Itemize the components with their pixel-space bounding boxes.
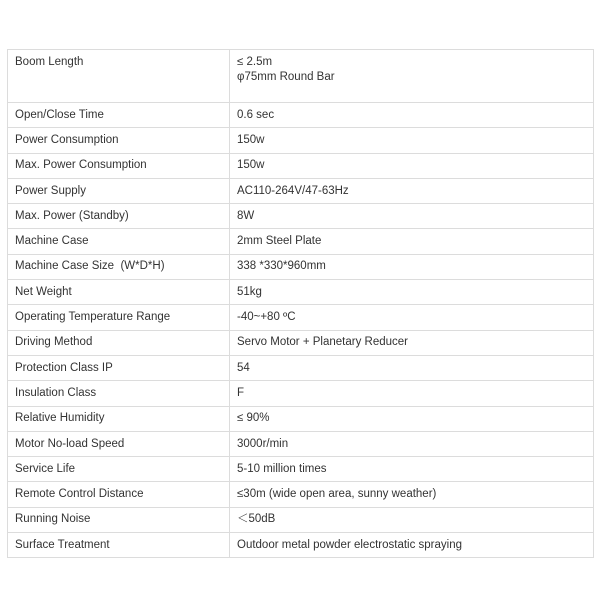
spec-value-line: φ75mm Round Bar [237, 71, 335, 83]
spec-value-line: ≤ 2.5m [237, 56, 273, 68]
table-row [8, 280, 594, 305]
spec-value: ≤ 90% [230, 406, 594, 431]
spec-value: 51kg [230, 280, 594, 305]
spec-value: 3000r/min [230, 431, 594, 456]
table-row [8, 204, 594, 229]
spec-label: Relative Humidity [8, 406, 230, 431]
spec-value: Servo Motor + Planetary Reducer [230, 330, 594, 355]
spec-label: Motor No-load Speed [8, 431, 230, 456]
table-row [8, 381, 594, 406]
table-row [8, 482, 594, 507]
spec-value [230, 50, 594, 103]
spec-value: 5-10 million times [230, 457, 594, 482]
spec-label: Remote Control Distance [8, 482, 230, 507]
table-row [8, 178, 594, 203]
spec-label: Running Noise [8, 507, 230, 532]
spec-value: 150w [230, 153, 594, 178]
spec-label: Machine Case Size (W*D*H) [8, 254, 230, 279]
table-row [8, 305, 594, 330]
spec-value: Outdoor metal powder electrostatic spraying [230, 533, 594, 558]
spec-label: Driving Method [8, 330, 230, 355]
spec-value: -40~+80 ºC [230, 305, 594, 330]
table-row [8, 507, 594, 532]
spec-value: 0.6 sec [230, 103, 594, 128]
table-row [8, 128, 594, 153]
table-row [8, 533, 594, 558]
table-row [8, 103, 594, 128]
spec-value: 8W [230, 204, 594, 229]
table-row [8, 431, 594, 456]
spec-label: Boom Length [8, 50, 230, 103]
spec-label: Max. Power (Standby) [8, 204, 230, 229]
spec-label: Machine Case [8, 229, 230, 254]
spec-value: 338 *330*960mm [230, 254, 594, 279]
spec-label: Insulation Class [8, 381, 230, 406]
table-row [8, 254, 594, 279]
spec-value: F [230, 381, 594, 406]
spec-label: Net Weight [8, 280, 230, 305]
spec-label: Power Supply [8, 178, 230, 203]
spec-label: Surface Treatment [8, 533, 230, 558]
spec-label: Open/Close Time [8, 103, 230, 128]
table-row [8, 406, 594, 431]
table-row [8, 355, 594, 380]
spec-label: Max. Power Consumption [8, 153, 230, 178]
spec-value: ≤30m (wide open area, sunny weather) [230, 482, 594, 507]
table-row [8, 330, 594, 355]
spec-label: Service Life [8, 457, 230, 482]
table-row [8, 229, 594, 254]
spec-label: Protection Class IP [8, 355, 230, 380]
spec-value: 54 [230, 355, 594, 380]
spec-label: Operating Temperature Range [8, 305, 230, 330]
table-row [8, 457, 594, 482]
table-row [8, 50, 594, 103]
spec-table [7, 49, 594, 558]
spec-value: ＜50dB [230, 507, 594, 532]
spec-value: 2mm Steel Plate [230, 229, 594, 254]
spec-value: AC110-264V/47-63Hz [230, 178, 594, 203]
table-row [8, 153, 594, 178]
spec-value: 150w [230, 128, 594, 153]
spec-label: Power Consumption [8, 128, 230, 153]
